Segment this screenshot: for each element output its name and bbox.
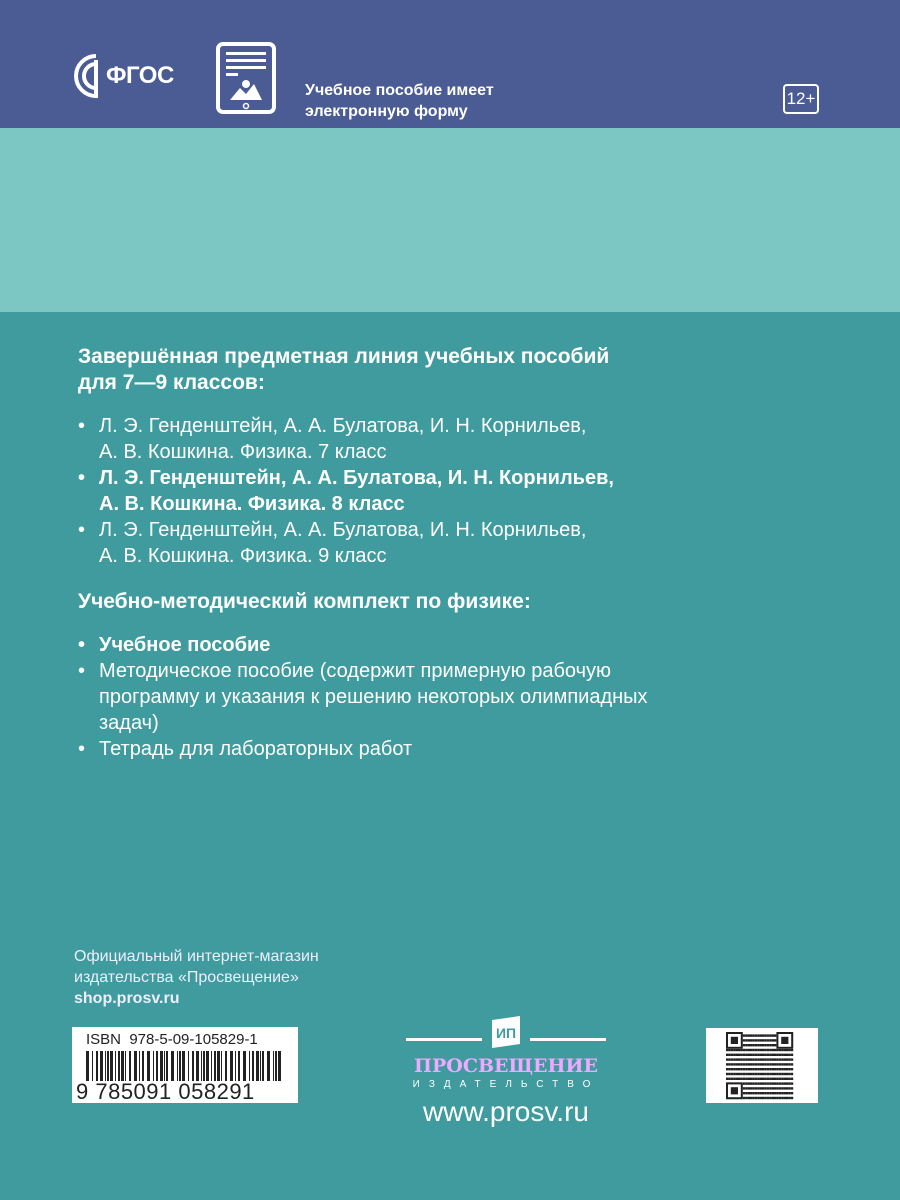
publisher-name: ПРОСВЕЩЕНИЕ xyxy=(414,1055,598,1077)
kit-title: Учебно-методический комплект по физике: xyxy=(78,590,531,613)
list-item: • Л. Э. Генденштейн, А. А. Булатова, И. Н. Корнильев, А. В. Кошкина. Физика. 8 класс xyxy=(78,465,838,517)
series-list xyxy=(78,413,838,569)
kit-list xyxy=(78,632,838,762)
fgos-emblem-icon xyxy=(74,50,110,102)
ean-number: 9 785091 058291 xyxy=(76,1079,255,1104)
tablet-icon xyxy=(216,42,276,114)
content xyxy=(78,344,838,762)
shop-url[interactable]: shop.prosv.ru xyxy=(74,990,180,1007)
isbn-barcode xyxy=(72,1027,298,1103)
light-band xyxy=(0,128,900,312)
list-item: • Л. Э. Генденштейн, А. А. Булатова, И. Н. Корнильев, А. В. Кошкина. Физика. 7 класс xyxy=(78,413,838,465)
publisher-url[interactable]: www.prosv.ru xyxy=(423,1096,589,1127)
publisher-emblem-icon xyxy=(406,1014,606,1048)
list-item: • Методическое пособие (содержит примерную рабочую программу и указания к решению некоторых олимпиадных задач) xyxy=(78,658,838,736)
shop-info xyxy=(74,946,319,1009)
eform-line: Учебное пособие имеет xyxy=(305,82,494,99)
svg-text:ИП: ИП xyxy=(495,1025,517,1041)
fgos-logo xyxy=(74,50,174,102)
electronic-form-note xyxy=(305,80,494,122)
list-item: • Л. Э. Генденштейн, А. А. Булатова, И. Н. Корнильев, А. В. Кошкина. Физика. 9 класс xyxy=(78,517,838,569)
list-item: • Учебное пособие xyxy=(78,632,838,658)
publisher-subtitle: ИЗДАТЕЛЬСТВО xyxy=(412,1079,600,1090)
list-item: • Тетрадь для лабораторных работ xyxy=(78,736,838,762)
barcode-icon xyxy=(86,1051,282,1081)
series-title: Завершённая предметная линия учебных пособий для 7—9 классов: xyxy=(78,345,610,394)
fgos-text: ФГОС xyxy=(106,62,174,89)
shop-line: Официальный интернет-магазин xyxy=(74,948,319,965)
publisher-logo xyxy=(406,1014,606,1128)
eform-line: электронную форму xyxy=(305,103,468,120)
qr-code-icon[interactable] xyxy=(706,1028,818,1103)
age-rating-badge: 12+ xyxy=(783,84,819,114)
shop-line: издательства «Просвещение» xyxy=(74,969,299,986)
isbn-number: ISBN 978-5-09-105829-1 xyxy=(86,1031,258,1048)
